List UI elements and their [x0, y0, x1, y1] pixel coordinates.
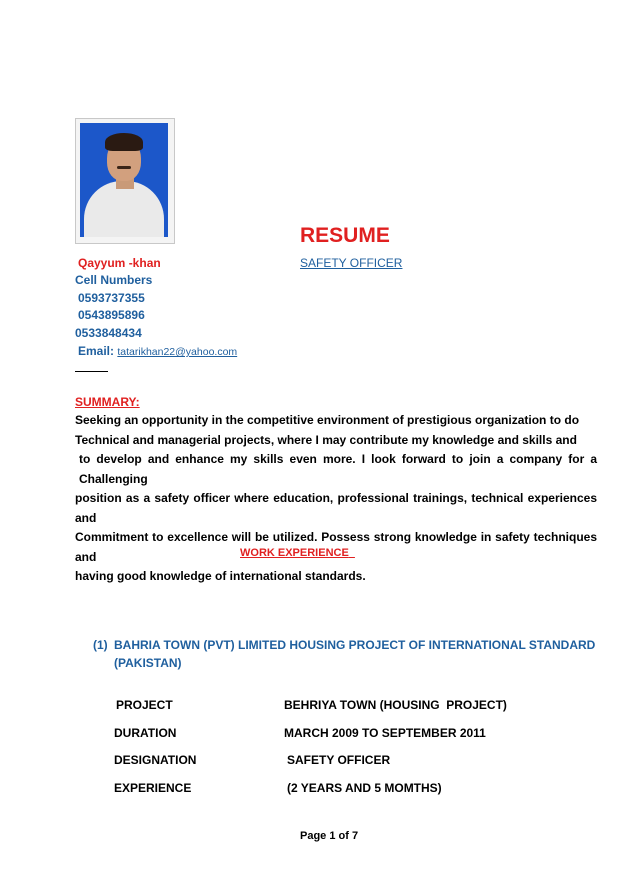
divider-rule [75, 371, 108, 372]
detail-label-experience: EXPERIENCE [114, 781, 192, 795]
detail-label-designation: DESIGNATION [114, 753, 197, 767]
phone-number: 0533848434 [75, 326, 142, 340]
detail-value-project: BEHRIYA TOWN (HOUSING PROJECT) [284, 698, 507, 712]
job-title: BAHRIA TOWN (PVT) LIMITED HOUSING PROJECT OF INTERNATIONAL STANDARD [114, 638, 596, 652]
summary-line: position as a safety officer where education, professional trainings, technical experiences and [75, 491, 597, 525]
job-number: (1) [93, 638, 108, 652]
page-number: Page 1 of 7 [300, 830, 359, 842]
email-label: Email: [78, 344, 115, 358]
summary-line: Seeking an opportunity in the competitive environment of prestigious organization to do [75, 413, 580, 427]
photo-shirt [84, 181, 164, 237]
work-experience-heading [240, 546, 355, 561]
applicant-name: Qayyum -khan [78, 256, 161, 270]
email-link[interactable]: tatarikhan22@yahoo.com [117, 346, 238, 358]
detail-label-project: PROJECT [116, 698, 173, 712]
resume-title: RESUME [300, 224, 390, 247]
phone-number: 0593737355 [78, 291, 145, 305]
summary-heading: SUMMARY: [75, 395, 140, 409]
job-title-country: (PAKISTAN) [114, 656, 182, 670]
summary-line: Technical and managerial projects, where I may contribute my knowledge and skills and [75, 432, 577, 447]
applicant-photo [75, 118, 175, 244]
position-title-text: SAFETY OFFICER [300, 256, 403, 270]
photo-background [80, 123, 168, 237]
summary-line: to develop and enhance my skills even more. I look forward to join a company for a Challenging [79, 452, 597, 486]
photo-hair [105, 133, 143, 151]
work-experience-heading-text: WORK EXPERIENCE [240, 547, 349, 559]
detail-label-duration: DURATION [114, 726, 177, 740]
photo-mustache [117, 166, 131, 169]
detail-value-duration: MARCH 2009 TO SEPTEMBER 2011 [284, 726, 486, 740]
cell-numbers-label: Cell Numbers [75, 273, 153, 287]
email-row [78, 343, 237, 360]
detail-value-designation: SAFETY OFFICER [287, 753, 391, 767]
position-title [300, 255, 478, 271]
detail-value-experience: (2 YEARS AND 5 MOMTHS) [287, 781, 442, 795]
summary-line: having good knowledge of international standards. [75, 569, 366, 583]
phone-number: 0543895896 [78, 308, 145, 322]
summary-line: Commitment to excellence will be utilized. Possess strong knowledge in safety techniques and [75, 530, 597, 564]
